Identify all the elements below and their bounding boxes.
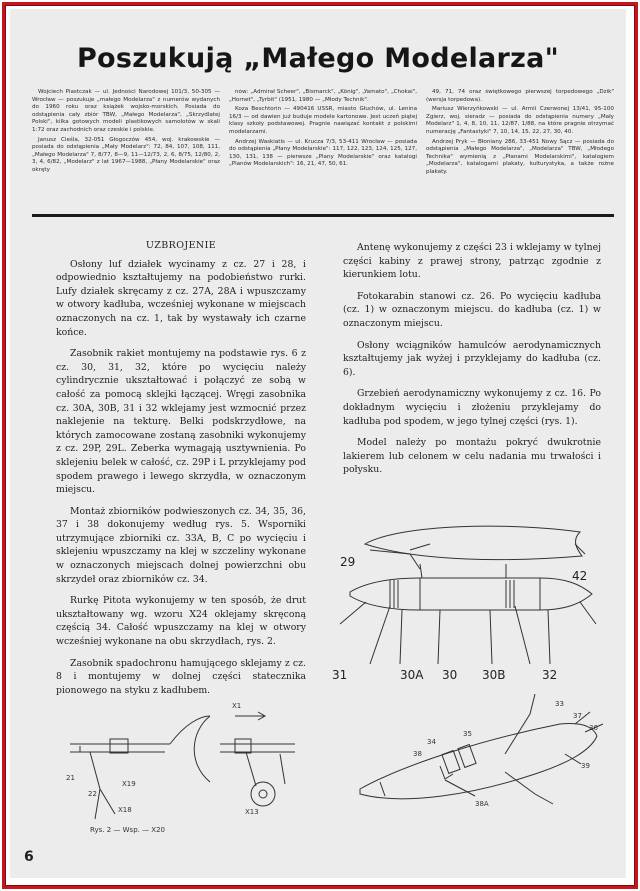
fuselage-diagram [345,694,615,834]
assembly-section [343,241,601,481]
announcement-text: Andrzej Pryk — Błoniany 286, 33-451 Nowy Sącz — posiada do odstąpienia „Małego Modelarza", „Modelarza" TBW, „Młodego Technika" wymienią z „Płanami Modelarskimi", katalogiem „Modelarza", katalogami plakaty, kulturystyka, a także rożne plakaty. [426,138,614,175]
diagram-label: 38 [413,750,422,758]
diagram-label: 30A [400,668,424,682]
diagram-label: 30 [442,668,458,682]
announcements [32,89,614,211]
magazine-page [10,9,626,878]
diagram-label: 32 [542,668,558,682]
diagram-label: 37 [573,712,582,720]
paragraph: Montaż zbiorników podwieszonych cz. 34, 35, 36, 37 i 38 dokonujemy według rys. 5. Wsporniki utrzymujące zbiorniki cz. 33A, B, C po wycięciu i sklejeniu wpuszczamy na klej w szczeliny wykonane w oznaczonych miejscach dolnej powierzchni obu skrzydeł oraz zbiorników cz. 34. [56,505,306,585]
paragraph: Zasobnik spadochronu hamującego sklejamy z cz. 8 i montujemy w dolnej części statecznika pionowego na styku z kadłubem. [56,657,306,696]
armament-section [56,239,306,696]
announcement-text: 49, 71, 74 oraz świętkowego pierwszej torpedowego „Dzik" (wersja torpedowa). [426,89,614,103]
paragraph: Rurkę Pitota wykonujemy w ten sposób, że drut ukształtowany wg. wzoru X24 oklejamy skręconą częścią 34. Całość wpuszczamy na klej w otwory wcześniej wykonane na obu skrzydłach, rys. 2. [56,595,306,648]
announcement-column-2 [229,89,417,211]
announcement-text: nów: „Admirał Scheer", „Bismarck", „König", „Yamato", „Chokai", „Hornet", „Tyrbit" (1951, 1980 — „Młody Technik". [229,89,417,103]
announcement-text: Janusz Cieśla, 32-051 Głogoczów 454, woj. krakowskie — posiada do odstąpienia „Mały Modelarz": 72, 84, 107, 108, 111, „Małego Modelarza" 7, 8/77, 8—9, 11—12/73, 2, 6, 8/75, 12/80, 2, 3, 4, 6/82, „Modelarz" z lat 1967—1988, „Płany Modelarskie" oraz okręty [32,136,220,173]
announcement-text: Koza Beschtorin — 490416 USSR, miasto Głuchów, ul. Lenina 16/3 — od dawien już buduje modele kartonowe. Jest uczeń piątej klasy szkoły podstawowej. Pragnie nawiązać kontakt z polskimi modelarzami. [229,106,417,135]
paragraph: Osłony luf działek wycinamy z cz. 27 i 28, i odpowiednio kształtujemy na podobieństwo rurki. Lufy działek skręcamy z cz. 27A, 28A i wpuszczamy w otwory kadłuba, wcześniej wykonane w miejscach oznaczonych na cz. 1, tak by wystawały ich czarne końce. [56,258,306,338]
announcement-text: Andrzej Waskiatis — ul. Krucza 7/3, 53-411 Wrocław — posiada do odstąpienia „Płany Modelarskie": 117, 122, 123, 124, 125, 127, 130, 131, 138 — pierwsze „Plany Modelarskie" oraz katalogi „Planów Modelarskich": 16, 21, 47, 50, 61. [229,138,417,168]
diagram-label: 36 [589,724,598,732]
paragraph: Model należy po montażu pokryć dwukrotnie lakierem lub celonem w celu nadania mu trwałości i połysku. [343,437,601,476]
diagram-label: 31 [332,668,348,682]
diagram-label: 39 [581,762,590,770]
diagram-label: 35 [463,730,472,738]
diagram-label: 30B [482,668,506,682]
diagram-label: X13 [245,808,259,816]
announcement-column-1 [32,89,220,211]
section-divider [32,214,614,217]
diagram-caption: Rys. 2 — Wsp. — X20 [90,826,166,834]
announcement-column-3 [426,89,614,211]
diagram-label: 42 [572,569,588,583]
announcement-text: Wojciech Piastczak — ul. Jedności Narodowej 101/3, 50-305 — Wrocław — poszukuje „małego Modelarza" z numerów wydanych do 1960 roku oraz książek wojsko-morskich. Posiada do odstąpienia cały zbiór TBW, „Małego Modelarza", „Skrzydlatej Polski", kilka gotowych modeli plastikowych samolotów w skali 1:72 oraz zachodnich oraz czeskie i polskie. [32,89,220,133]
paragraph: Grzebień aerodynamiczny wykonujemy z cz. 16. Po dokładnym wycięciu i złożeniu przyklejamy do kadłuba pod spodem, w jego tylnej części (rys. 1). [343,388,601,427]
diagram-label: 33 [555,700,564,708]
diagram-label: X1 [232,702,242,710]
page-number: 6 [24,849,34,865]
landing-gear-diagram [60,694,310,839]
diagram-label: 29 [340,555,356,569]
paragraph: Osłony wciągników hamulców aerodynamicznych kształtujemy jak wyżej i przyklejamy do kadłuba (cz. 6). [343,339,601,378]
diagram-label: 38A [475,800,489,808]
section-heading: UZBROJENIE [145,240,217,251]
announcement-text: Mariusz Wierzyńkowski — ul. Armii Czerwonej 13/41, 95-100 Zgierz, woj. sieradz — posiada do odstąpienia numery „Mały Modelarz" 1, 4, 8, 10, 11, 12/87, 1/88, na które pragnie otrzymać numerację „Fantastyki" 7, 10, 14, 15, 22, 27, 30, 40. [426,106,614,135]
paragraph: Zasobnik rakiet montujemy na podstawie rys. 6 z cz. 30, 31, 32, które po wycięciu należy cylindrycznie ukształtować i połączyć ze sobą w całość za pomocą sklejki łączącej. Wręgi zasobnika cz. 30A, 30B, 31 i 32 wklejamy jest wzmocnić przez naklejenie na tekturę. Belki podskrzydłowe, na których zamocowane zostaną zasobniki wykonujemy z cz. 29P, 29L. Zeberka wymagają usztywnienia. Po sklejeniu belek w całość, cz. 29P i L przyklejamy pod spodem prawego i lewego skrzydła, w oznaczonym miejscu. [56,348,306,496]
diagram-label: 21 [66,774,75,782]
diagram-label: 22 [88,790,97,798]
diagram-label: 34 [427,738,436,746]
rocket-pod-diagram [310,514,610,684]
paragraph: Fotokarabin stanowi cz. 26. Po wycięciu kadłuba (cz. 1) w oznaczonym miejscu. do kadłuba (cz. 1) w oznaczonym miejscu. [343,290,601,329]
paragraph: Antenę wykonujemy z części 23 i wklejamy w tylnej części kabiny z prawej strony, patrząc zgodnie z kierunkiem lotu. [343,242,601,281]
page-title: Poszukują „Małego Modelarza" [76,43,560,74]
diagram-label: X19 [122,780,136,788]
diagram-label: X18 [118,806,132,814]
